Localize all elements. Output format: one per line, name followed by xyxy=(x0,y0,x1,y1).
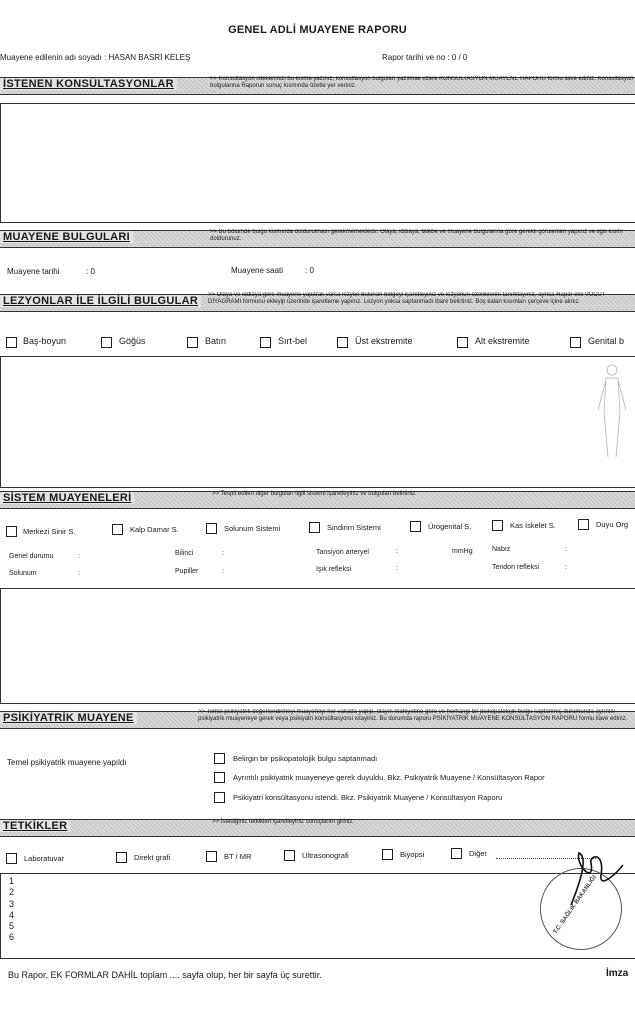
bp-label: Tansiyon arteryel xyxy=(316,549,369,556)
test-row-2: 2 xyxy=(9,887,15,898)
checkbox-direkt-grafi[interactable] xyxy=(116,852,127,863)
test-row-5: 5 xyxy=(9,921,15,932)
checkbox-psych-none[interactable] xyxy=(214,753,225,764)
checkbox-gogus[interactable] xyxy=(101,337,112,348)
light-reflex-label: Işık refleksi xyxy=(316,566,352,573)
checkbox-psych-detailed[interactable] xyxy=(214,772,225,783)
checkbox-batin[interactable] xyxy=(187,337,198,348)
consult-title: İSTENEN KONSÜLTASYONLAR xyxy=(0,78,177,90)
tests-title: TETKİKLER xyxy=(0,820,70,832)
checkbox-duyu-organ[interactable] xyxy=(578,519,589,530)
exam-time-value: : 0 xyxy=(305,266,314,275)
checkbox-merkezi-sinir[interactable] xyxy=(6,526,17,537)
label-psych-none: Belirgin bir psikopatolojik bulgu saptanmadı xyxy=(233,754,378,763)
psych-title: PSİKİYATRİK MUAYENE xyxy=(0,712,137,724)
lesion-box[interactable] xyxy=(0,356,635,488)
general-label: Genel durumu xyxy=(9,553,54,560)
consult-note: >> Konsültasyon isteklerinizi bu kısma yazınız, konsültasyon bulguları yazılmak üzere KONSÜLTASYON MUAYENE RAPORU formu ilave ediniz. Konsültasyon bulgularına Raporun sonuç kısmında özetle yer veriniz. xyxy=(210,76,634,89)
footer-text: Bu Rapor, EK FORMLAR DAHİL toplam .... sayfa olup, her bir sayfa üç surettir. xyxy=(8,970,322,980)
checkbox-solunum[interactable] xyxy=(206,523,217,534)
checkbox-ust-ekstremite[interactable] xyxy=(337,337,348,348)
checkbox-alt-ekstremite[interactable] xyxy=(457,337,468,348)
psych-left-label: Temel psikiyatrik muayene yapıldı xyxy=(7,758,127,767)
checkbox-bt-mr[interactable] xyxy=(206,851,217,862)
bp-colon: : xyxy=(396,548,398,555)
test-row-1: 1 xyxy=(9,876,15,886)
tendon-reflex-colon: : xyxy=(565,564,567,571)
exam-title: MUAYENE BULGULARI xyxy=(0,231,133,243)
pulse-label: Nabız xyxy=(492,546,511,553)
test-row-4: 4 xyxy=(9,909,15,920)
lesion-title: LEZYONLAR İLE İLGİLİ BULGULAR xyxy=(0,295,201,307)
label-merkezi-sinir: Merkezi Sinir S. xyxy=(23,527,76,536)
label-biyopsi: Biyopsi xyxy=(400,850,425,859)
respiration-label: Solunum xyxy=(9,570,37,577)
label-genital: Genital b xyxy=(588,336,625,346)
label-batin: Batın xyxy=(205,336,227,346)
pupils-colon: : xyxy=(222,568,224,575)
test-row-6: 6 xyxy=(9,932,15,943)
stamp-text: T.C. SAĞLIK BAKANLIĞI xyxy=(552,874,598,936)
checkbox-kalp-damar[interactable] xyxy=(112,524,123,535)
consult-box[interactable] xyxy=(0,103,635,223)
pupils-label: Pupiller xyxy=(175,568,199,575)
label-solunum: Solunum Sistemi xyxy=(224,524,281,533)
exam-note: >> Bu bölümde bulgu kısmında doldurulması gerekmemektedir. Olaya, iddiaya, talebe ve muayene bulgularına göre gerekli görülenleri yapınız ve ilgili kısmı doldurunuz. xyxy=(210,229,623,242)
checkbox-genital[interactable] xyxy=(570,337,581,348)
checkbox-laboratuvar[interactable] xyxy=(6,853,17,864)
checkbox-ultrasonografi[interactable] xyxy=(284,850,295,861)
pulse-colon: : xyxy=(565,546,567,553)
signature-label: İmza xyxy=(606,968,629,979)
label-gogus: Göğüs xyxy=(119,336,146,346)
label-urogenital: Ürogenital S. xyxy=(428,522,472,531)
system-title: SİSTEM MUAYENELERİ xyxy=(0,492,134,504)
report-number: Rapor tarihi ve no : 0 / 0 xyxy=(382,53,468,62)
tendon-reflex-label: Tendon refleksi xyxy=(492,564,540,571)
respiration-colon: : xyxy=(78,570,80,577)
report-title: GENEL ADLİ MUAYENE RAPORU xyxy=(228,24,407,36)
system-box[interactable] xyxy=(0,588,635,704)
checkbox-diger[interactable] xyxy=(451,848,462,859)
checkbox-sirt-bel[interactable] xyxy=(260,337,271,348)
label-diger: Diğer xyxy=(469,849,487,858)
label-laboratuvar: Laboratuvar xyxy=(24,854,65,863)
checkbox-bas-boyun[interactable] xyxy=(6,337,17,348)
checkbox-kas-iskelet[interactable] xyxy=(492,520,503,531)
patient-name-line: Muayene edilenin adı soyadı : HASAN BASRİ KELEŞ xyxy=(0,53,191,62)
checkbox-urogenital[interactable] xyxy=(410,521,421,532)
label-kalp-damar: Kalp Damar S. xyxy=(130,525,179,534)
checkbox-psych-consult[interactable] xyxy=(214,792,225,803)
label-ust-ekstremite: Üst ekstremite xyxy=(355,336,413,346)
checkbox-biyopsi[interactable] xyxy=(382,849,393,860)
system-note: >> Tespit edilen diğer bulguları ilgili sistemi işaretleyiniz ve bulguları belirtiniz. xyxy=(212,491,417,497)
label-direkt-grafi: Direkt grafi xyxy=(134,853,171,862)
exam-time-label: Muayene saati xyxy=(231,266,284,275)
bp-unit: mmHg xyxy=(452,548,473,555)
label-duyu-organ: Duyu Org xyxy=(596,520,629,529)
consciousness-label: Bilinci xyxy=(175,550,194,557)
light-reflex-colon: : xyxy=(396,565,398,572)
test-row-3: 3 xyxy=(9,898,15,909)
checkbox-sindirim[interactable] xyxy=(309,522,320,533)
label-psych-consult: Psikiyatri konsültasyonu istendi. Bkz. Psikiyatrik Muayene / Konsültasyon Raporu xyxy=(233,793,503,802)
label-psych-detailed: Ayrıntılı psikiyatrik muayeneye gerek duyuldu. Bkz. Psikiyatrik Muayene / Konsültasyon Rapor xyxy=(233,773,545,782)
exam-date-value: : 0 xyxy=(86,267,95,276)
tests-note: >> İstediğiniz tetkikleri işaretleyiniz sonuçlarını giriniz. xyxy=(212,819,355,825)
signature-icon xyxy=(565,845,630,915)
label-bt-mr: BT / MR xyxy=(224,852,252,861)
label-alt-ekstremite: Alt ekstremite xyxy=(475,336,530,346)
label-sindirim: Sindirim Sistemi xyxy=(327,523,381,532)
general-colon: : xyxy=(78,553,80,560)
label-bas-boyun: Baş-boyun xyxy=(23,336,67,346)
consciousness-colon: : xyxy=(222,550,224,557)
exam-date-label: Muayene tarihi xyxy=(7,267,60,276)
psych-note: >> Temel psikiyatrik değerlendirmeyi muayeneyi her vakada yapıp, olayın mahiyetine göre ve herhangi bir psikopatolojik bulgu saptanmış durumunda ayrıntılı psikiyatrik muayeneye gerek veya psikiyatri konsültasyonu istayiniz. Bu durumda raporu PSİKİYATRİK MUAYENE KONSÜLTASYON RAPORU formu ilave ediniz. xyxy=(198,709,628,722)
label-ultrasonografi: Ultrasonografi xyxy=(302,851,349,860)
label-sirt-bel: Sırt-bel xyxy=(278,336,308,346)
body-diagram-icon xyxy=(592,362,632,462)
label-kas-iskelet: Kas İskelet S. xyxy=(510,521,556,530)
lesion-note: >> Olaya ve iddiaya göre muayene yaparak varsa lezyon bulunan bölgeyi işaretleyiniz ve lezyonun özelliklerini tanımlayınız, ayrıca Rapor ekli VÜCUT DİYAGRAMI formunu ekleyip üzerinde işaretleme yapınız. Lezyon yoksa saptanmadı ibare belirtiniz. Boş kalan kısımları çerçeve içine alınız. xyxy=(208,292,606,305)
